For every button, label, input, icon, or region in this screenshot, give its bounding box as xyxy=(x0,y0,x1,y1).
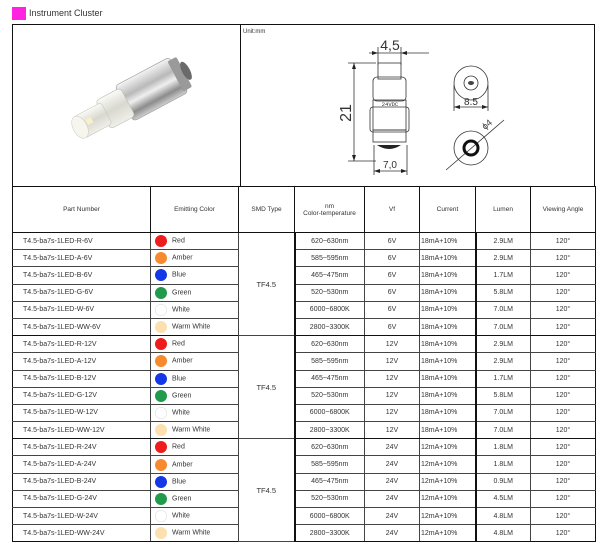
smd-type-cell: TF4.5 xyxy=(239,233,295,336)
color-label: Red xyxy=(172,443,185,451)
color-label: Green xyxy=(172,392,192,400)
current-cell: 18mA+10% xyxy=(420,353,476,370)
emitting-color-cell xyxy=(151,490,239,507)
emitting-color-cell xyxy=(151,353,239,370)
table-row xyxy=(13,456,596,473)
color-dot-icon xyxy=(155,407,167,419)
emitting-color-cell xyxy=(151,508,239,525)
part-number-cell: T4.5-ba7s-1LED-W-12V xyxy=(13,404,151,421)
table-row xyxy=(13,318,596,335)
wavelength-cell: 520~530nm xyxy=(295,490,365,507)
current-cell: 18mA+10% xyxy=(420,250,476,267)
current-cell: 12mA+10% xyxy=(420,508,476,525)
vf-cell: 12V xyxy=(365,336,420,353)
wavelength-cell: 520~530nm xyxy=(295,387,365,404)
part-number-cell: T4.5-ba7s-1LED-WW-24V xyxy=(13,525,151,542)
color-label: Warm White xyxy=(172,323,211,331)
emitting-color-cell xyxy=(151,233,239,250)
color-label: Warm White xyxy=(172,426,211,434)
color-label: White xyxy=(172,512,190,520)
header-color-temperature: Color-temperature xyxy=(303,209,356,217)
viewing-angle-cell: 120° xyxy=(531,387,596,404)
color-label: Red xyxy=(172,237,185,245)
wavelength-cell: 585~595nm xyxy=(295,250,365,267)
viewing-angle-cell: 120° xyxy=(531,267,596,284)
emitting-color-cell xyxy=(151,267,239,284)
lumen-cell: 5.8LM xyxy=(476,284,531,301)
wavelength-cell: 2800~3300K xyxy=(295,422,365,439)
dim-lens-diameter: ϕ4 xyxy=(479,117,494,132)
wavelength-cell: 6000~6800K xyxy=(295,301,365,318)
color-dot-icon xyxy=(155,235,167,247)
wavelength-cell: 465~475nm xyxy=(295,473,365,490)
lumen-cell: 7.0LM xyxy=(476,404,531,421)
table-row xyxy=(13,284,596,301)
lumen-cell: 7.0LM xyxy=(476,301,531,318)
viewing-angle-cell: 120° xyxy=(531,250,596,267)
table-row xyxy=(13,233,596,250)
lumen-cell: 2.9LM xyxy=(476,233,531,250)
color-dot-icon xyxy=(155,510,167,522)
emitting-color-cell xyxy=(151,387,239,404)
viewing-angle-cell: 120° xyxy=(531,525,596,542)
part-number-cell: T4.5-ba7s-1LED-W-24V xyxy=(13,508,151,525)
emitting-color-cell xyxy=(151,284,239,301)
vf-cell: 12V xyxy=(365,370,420,387)
emitting-color-cell xyxy=(151,336,239,353)
bulb-marking: 24VDC xyxy=(381,101,399,108)
color-label: Green xyxy=(172,495,192,503)
current-cell: 18mA+10% xyxy=(420,284,476,301)
color-dot-icon xyxy=(155,252,167,264)
wavelength-cell: 620~630nm xyxy=(295,233,365,250)
table-row xyxy=(13,490,596,507)
part-number-cell: T4.5-ba7s-1LED-A-24V xyxy=(13,456,151,473)
lumen-cell: 1.7LM xyxy=(476,370,531,387)
color-dot-icon xyxy=(155,527,167,539)
color-label: Blue xyxy=(172,271,187,279)
vf-cell: 24V xyxy=(365,490,420,507)
emitting-color-cell xyxy=(151,250,239,267)
viewing-angle-cell: 120° xyxy=(531,422,596,439)
wavelength-cell: 465~475nm xyxy=(295,370,365,387)
part-number-cell: T4.5-ba7s-1LED-A-12V xyxy=(13,353,151,370)
smd-type-cell: TF4.5 xyxy=(239,439,295,542)
wavelength-cell: 520~530nm xyxy=(295,284,365,301)
table-row xyxy=(13,387,596,404)
viewing-angle-cell: 120° xyxy=(531,301,596,318)
table-row xyxy=(13,370,596,387)
vf-cell: 24V xyxy=(365,525,420,542)
wavelength-cell: 2800~3300K xyxy=(295,318,365,335)
wavelength-cell: 585~595nm xyxy=(295,353,365,370)
product-overview xyxy=(12,24,595,187)
lumen-cell: 7.0LM xyxy=(476,422,531,439)
emitting-color-cell xyxy=(151,318,239,335)
current-cell: 18mA+10% xyxy=(420,267,476,284)
header-vf: Vf xyxy=(365,187,420,233)
current-cell: 18mA+10% xyxy=(420,336,476,353)
spec-table xyxy=(12,186,596,542)
color-dot-icon xyxy=(155,493,167,505)
part-number-cell: T4.5-ba7s-1LED-R-6V xyxy=(13,233,151,250)
table-row xyxy=(13,473,596,490)
lumen-cell: 2.9LM xyxy=(476,336,531,353)
current-cell: 12mA+10% xyxy=(420,525,476,542)
lumen-cell: 4.5LM xyxy=(476,490,531,507)
vf-cell: 24V xyxy=(365,508,420,525)
header-emitting-color: Emitting Color xyxy=(151,187,239,233)
viewing-angle-cell: 120° xyxy=(531,318,596,335)
part-number-cell: T4.5-ba7s-1LED-WW-12V xyxy=(13,422,151,439)
unit-label: Unit:mm xyxy=(243,29,266,35)
lumen-cell: 7.0LM xyxy=(476,318,531,335)
table-row xyxy=(13,353,596,370)
emitting-color-cell xyxy=(151,301,239,318)
header-smd-type: SMD Type xyxy=(239,187,295,233)
color-label: Green xyxy=(172,289,192,297)
table-row xyxy=(13,508,596,525)
part-number-cell: T4.5-ba7s-1LED-B-24V xyxy=(13,473,151,490)
current-cell: 12mA+10% xyxy=(420,473,476,490)
dim-height: 21 xyxy=(338,104,355,122)
dim-top-width: 4,5 xyxy=(380,37,400,53)
current-cell: 18mA+10% xyxy=(420,387,476,404)
wavelength-cell: 465~475nm xyxy=(295,267,365,284)
color-label: White xyxy=(172,409,190,417)
vf-cell: 12V xyxy=(365,422,420,439)
header-viewing-angle: Viewing Angle xyxy=(531,187,596,233)
vf-cell: 6V xyxy=(365,233,420,250)
color-dot-icon xyxy=(155,476,167,488)
table-row xyxy=(13,404,596,421)
table-row xyxy=(13,525,596,542)
viewing-angle-cell: 120° xyxy=(531,284,596,301)
part-number-cell: T4.5-ba7s-1LED-B-12V xyxy=(13,370,151,387)
led-bulb-photo xyxy=(13,25,239,185)
color-dot-icon xyxy=(155,441,167,453)
emitting-color-cell xyxy=(151,370,239,387)
color-dot-icon xyxy=(155,269,167,281)
current-cell: 12mA+10% xyxy=(420,439,476,456)
wavelength-cell: 6000~6800K xyxy=(295,404,365,421)
wavelength-cell: 585~595nm xyxy=(295,456,365,473)
smd-type-cell: TF4.5 xyxy=(239,336,295,439)
lumen-cell: 4.8LM xyxy=(476,508,531,525)
color-dot-icon xyxy=(155,424,167,436)
viewing-angle-cell: 120° xyxy=(531,233,596,250)
viewing-angle-cell: 120° xyxy=(531,473,596,490)
emitting-color-cell xyxy=(151,422,239,439)
viewing-angle-cell: 120° xyxy=(531,353,596,370)
part-number-cell: T4.5-ba7s-1LED-B-6V xyxy=(13,267,151,284)
color-dot-icon xyxy=(155,390,167,402)
table-row xyxy=(13,250,596,267)
vf-cell: 12V xyxy=(365,387,420,404)
viewing-angle-cell: 120° xyxy=(531,370,596,387)
emitting-color-cell xyxy=(151,404,239,421)
dimension-drawing xyxy=(241,25,594,186)
current-cell: 12mA+10% xyxy=(420,490,476,507)
color-dot-icon xyxy=(155,304,167,316)
color-label: White xyxy=(172,306,190,314)
color-label: Amber xyxy=(172,461,193,469)
part-number-cell: T4.5-ba7s-1LED-G-6V xyxy=(13,284,151,301)
wavelength-cell: 620~630nm xyxy=(295,439,365,456)
lumen-cell: 2.9LM xyxy=(476,250,531,267)
current-cell: 18mA+10% xyxy=(420,301,476,318)
vf-cell: 6V xyxy=(365,267,420,284)
lumen-cell: 1.7LM xyxy=(476,267,531,284)
header-nm: nm xyxy=(324,202,335,210)
table-row xyxy=(13,422,596,439)
color-label: Blue xyxy=(172,478,187,486)
table-row xyxy=(13,336,596,353)
viewing-angle-cell: 120° xyxy=(531,439,596,456)
color-dot-icon xyxy=(155,459,167,471)
color-label: Warm White xyxy=(172,529,211,537)
lumen-cell: 5.8LM xyxy=(476,387,531,404)
part-number-cell: T4.5-ba7s-1LED-WW-6V xyxy=(13,318,151,335)
viewing-angle-cell: 120° xyxy=(531,490,596,507)
current-cell: 18mA+10% xyxy=(420,233,476,250)
lumen-cell: 4.8LM xyxy=(476,525,531,542)
header-current: Current xyxy=(420,187,476,233)
header-lumen: Lumen xyxy=(476,187,531,233)
color-dot-icon xyxy=(155,287,167,299)
vf-cell: 6V xyxy=(365,250,420,267)
lumen-cell: 1.8LM xyxy=(476,439,531,456)
color-label: Amber xyxy=(172,254,193,262)
lumen-cell: 0.9LM xyxy=(476,473,531,490)
current-cell: 18mA+10% xyxy=(420,404,476,421)
dim-body-width: 7,0 xyxy=(383,160,397,171)
section-title: Instrument Cluster xyxy=(29,8,103,18)
part-number-cell: T4.5-ba7s-1LED-G-24V xyxy=(13,490,151,507)
product-photo xyxy=(13,25,241,186)
wavelength-cell: 620~630nm xyxy=(295,336,365,353)
table-row xyxy=(13,301,596,318)
vf-cell: 24V xyxy=(365,439,420,456)
viewing-angle-cell: 120° xyxy=(531,404,596,421)
lumen-cell: 2.9LM xyxy=(476,353,531,370)
header-wavelength xyxy=(295,187,365,233)
table-header-row xyxy=(13,187,596,233)
color-dot-icon xyxy=(155,321,167,333)
emitting-color-cell xyxy=(151,439,239,456)
wavelength-cell: 6000~6800K xyxy=(295,508,365,525)
viewing-angle-cell: 120° xyxy=(531,336,596,353)
emitting-color-cell xyxy=(151,525,239,542)
color-dot-icon xyxy=(155,338,167,350)
table-row xyxy=(13,267,596,284)
part-number-cell: T4.5-ba7s-1LED-R-12V xyxy=(13,336,151,353)
part-number-cell: T4.5-ba7s-1LED-R-24V xyxy=(13,439,151,456)
color-label: Blue xyxy=(172,375,187,383)
wavelength-cell: 2800~3300K xyxy=(295,525,365,542)
section-header xyxy=(12,6,103,20)
emitting-color-cell xyxy=(151,473,239,490)
vf-cell: 24V xyxy=(365,473,420,490)
current-cell: 18mA+10% xyxy=(420,422,476,439)
part-number-cell: T4.5-ba7s-1LED-W-6V xyxy=(13,301,151,318)
vf-cell: 12V xyxy=(365,404,420,421)
section-color-swatch xyxy=(12,7,26,20)
color-label: Amber xyxy=(172,357,193,365)
current-cell: 12mA+10% xyxy=(420,456,476,473)
part-number-cell: T4.5-ba7s-1LED-G-12V xyxy=(13,387,151,404)
table-row xyxy=(13,439,596,456)
color-label: Red xyxy=(172,340,185,348)
vf-cell: 6V xyxy=(365,318,420,335)
vf-cell: 6V xyxy=(365,284,420,301)
vf-cell: 12V xyxy=(365,353,420,370)
header-part-number: Part Number xyxy=(13,187,151,233)
viewing-angle-cell: 120° xyxy=(531,508,596,525)
current-cell: 18mA+10% xyxy=(420,370,476,387)
color-dot-icon xyxy=(155,355,167,367)
current-cell: 18mA+10% xyxy=(420,318,476,335)
emitting-color-cell xyxy=(151,456,239,473)
dim-base-diameter: 8.5 xyxy=(464,97,478,108)
vf-cell: 24V xyxy=(365,456,420,473)
color-dot-icon xyxy=(155,373,167,385)
part-number-cell: T4.5-ba7s-1LED-A-6V xyxy=(13,250,151,267)
vf-cell: 6V xyxy=(365,301,420,318)
viewing-angle-cell: 120° xyxy=(531,456,596,473)
technical-drawing xyxy=(241,25,593,185)
lumen-cell: 1.8LM xyxy=(476,456,531,473)
